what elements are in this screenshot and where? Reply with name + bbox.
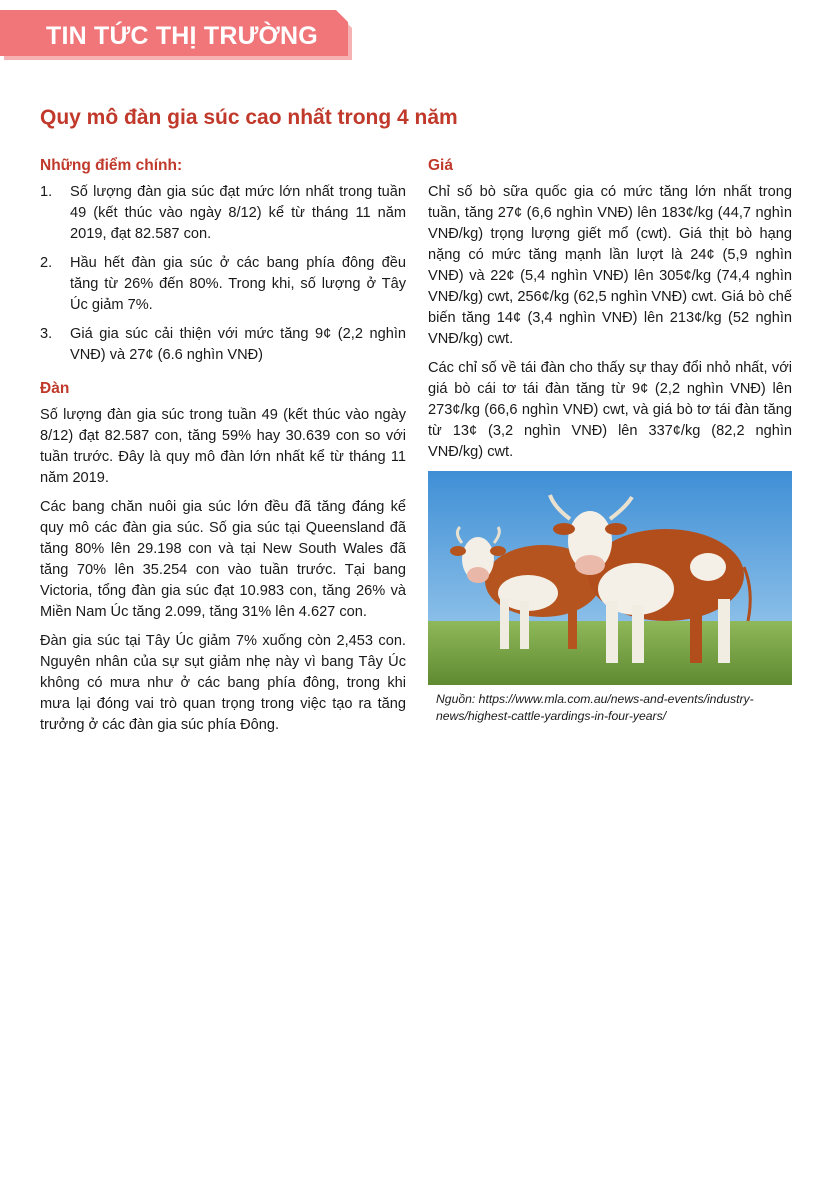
- highlights-list: [40, 182, 406, 366]
- list-number: 3.: [40, 326, 53, 342]
- herd-heading: Đàn: [40, 380, 70, 397]
- banner-label: TIN TỨC THỊ TRƯỜNG: [46, 22, 318, 50]
- price-heading: Giá: [428, 157, 453, 174]
- price-paragraph: Các chỉ số về tái đàn cho thấy sự thay đổi nhỏ nhất, với giá bò cái tơ tái đàn tăng từ 9¢ (2,2 nghìn VNĐ) lên 273¢/kg (66,6 nghìn VNĐ) cwt, và giá bò tơ tái đàn tăng từ 13¢ (3,2 nghìn VNĐ) lên 337¢/kg (82,2 nghìn VNĐ/kg) cwt.: [428, 360, 792, 460]
- herd-paragraph: Đàn gia súc tại Tây Úc giảm 7% xuống còn 2,453 con. Nguyên nhân của sự sụt giảm nhẹ này vì bang Tây Úc không có mưa như ở các bang phía đông, trong khi mưa lại đóng vai trò quan trọng trong việc tạo ra tăng trưởng ở các đàn gia súc phía Đông.: [40, 633, 406, 733]
- list-item: [40, 253, 406, 316]
- highlights-heading: Những điểm chính:: [40, 157, 183, 174]
- list-item: [40, 324, 406, 366]
- right-column: [428, 155, 792, 725]
- cattle-photo: [428, 471, 792, 685]
- article-title: Quy mô đàn gia súc cao nhất trong 4 năm: [40, 106, 458, 129]
- herd-paragraph: Số lượng đàn gia súc trong tuần 49 (kết thúc vào ngày 8/12) đạt 82.587 con, tăng 59% hay 30.639 con so với tuần trước. Đây là quy mô đàn lớn nhất kể từ tháng 11 năm 2019.: [40, 407, 406, 486]
- herd-paragraph: Các bang chăn nuôi gia súc lớn đều đã tăng đáng kể quy mô các đàn gia súc. Số gia súc tại Queensland đã tăng 80% lên 29.198 con và tại New South Wales đã tăng 70% lên 35.254 con vào tuần trước. Tại bang Victoria, tổng đàn gia súc đạt 10.983 con, tăng 26% và Miền Nam Úc tăng 2.099, tăng 31% lên 4.627 con.: [40, 499, 406, 620]
- list-text: Hầu hết đàn gia súc ở các bang phía đông đều tăng từ 26% đến 80%. Trong khi, số lượng ở Tây Úc giảm 7%.: [70, 255, 406, 313]
- section-banner: [0, 10, 356, 62]
- list-text: Giá gia súc cải thiện với mức tăng 9¢ (2,2 nghìn VNĐ) và 27¢ (6.6 nghìn VNĐ): [70, 326, 406, 363]
- list-number: 2.: [40, 255, 53, 271]
- price-paragraph: Chỉ số bò sữa quốc gia có mức tăng lớn nhất trong tuần, tăng 27¢ (6,6 nghìn VNĐ) lên 183¢/kg (44,7 nghìn VNĐ/kg) trọng lượng giết mổ (cwt). Giá thịt bò hạng nặng có mức tăng mạnh lần lượt là 24¢ (5,9 nghìn VNĐ) và 22¢ (5,4 nghìn VNĐ) lên 305¢/kg (74,4 nghìn VNĐ/kg) cwt, 256¢/kg (62,5 nghìn VNĐ) cwt. Giá bò chế biến tăng 14¢ (3,4 nghìn VNĐ) lên 213¢/kg (52 nghìn VNĐ/kg) cwt.: [428, 184, 792, 347]
- photo-caption: Nguồn: https://www.mla.com.au/news-and-events/industry-news/highest-cattle-yardings-in-four-years/: [436, 692, 754, 723]
- list-text: Số lượng đàn gia súc đạt mức lớn nhất trong tuần 49 (kết thúc vào ngày 8/12) kể từ tháng 11 năm 2019, đạt 82.587 con.: [70, 184, 406, 242]
- list-number: 1.: [40, 184, 53, 200]
- list-item: [40, 182, 406, 245]
- left-column: [40, 155, 406, 744]
